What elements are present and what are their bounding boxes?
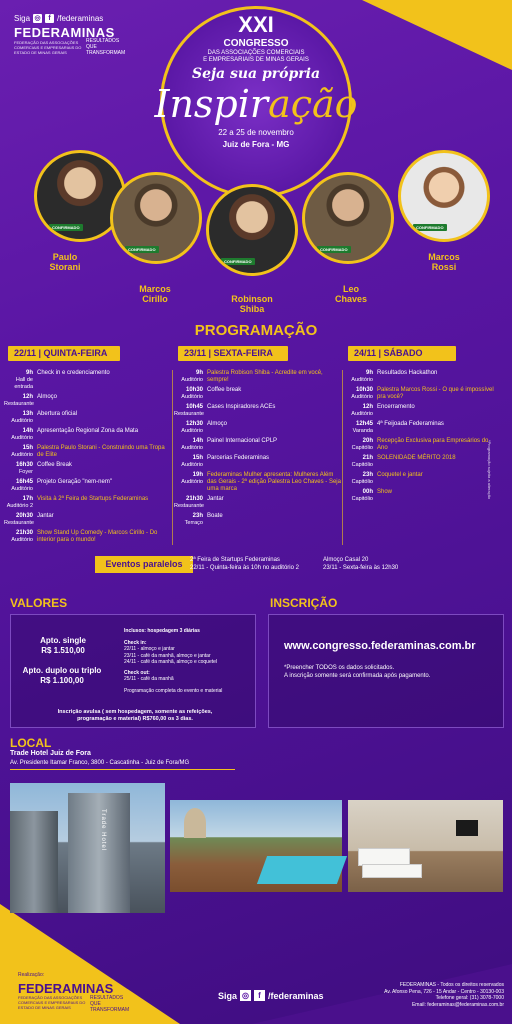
schedule-description: Coffee break [207, 387, 242, 393]
schedule-place: Restaurante [174, 411, 204, 417]
schedule-hour: 16h30 [15, 462, 33, 468]
facebook-icon[interactable]: f [254, 990, 265, 1001]
schedule-hour: 15h [22, 445, 33, 451]
schedule-description: Show Stand Up Comedy - Marcos Cirillo - Do interior para o mundo! [37, 530, 158, 543]
schedule-description: Palestra Paulo Storani - Construindo uma Tropa de Elite [37, 445, 165, 458]
schedule-description: SOLENIDADE MÉRITO 2018 [377, 455, 456, 461]
footer-social-handle: /federaminas [268, 990, 324, 1001]
schedule-time [4, 530, 37, 544]
schedule-place: Auditório [181, 394, 203, 400]
footer-brand-subtitle: FEDERAÇÃO DAS ASSOCIAÇÕES COMERCIAIS E EMPRESARIAIS DO ESTADO DE MINAS GERAIS [18, 995, 86, 1010]
parallel-events-label: Eventos paralelos [95, 556, 193, 573]
schedule-item [344, 387, 494, 401]
schedule-time [344, 489, 377, 503]
schedule-time [174, 472, 207, 493]
schedule-hour: 21h30 [15, 530, 33, 536]
schedule-hour: 12h [22, 394, 33, 400]
schedule-hour: 20h30 [15, 513, 33, 519]
schedule-hour: 14h [22, 428, 33, 434]
schedule-item [4, 411, 172, 425]
schedule-hour: 12h30 [185, 421, 203, 427]
footer-realization-label: Realização: [18, 972, 45, 978]
schedule-time [4, 496, 37, 510]
schedule-hour: 10h30 [355, 387, 373, 393]
schedule-description: Encerramento [377, 404, 415, 410]
divider [10, 769, 235, 770]
schedule-hour: 23h [192, 513, 203, 519]
schedule-place: Auditório [181, 428, 203, 434]
parallel-event-2-when: 23/11 - Sexta-feira às 12h30 [323, 565, 399, 571]
column-divider [342, 370, 343, 545]
double-room-price [16, 666, 108, 686]
checkout-details: 25/11 - café da manhã [124, 676, 174, 682]
single-room-value: R$ 1.510,00 [41, 646, 85, 655]
schedule-item [174, 438, 344, 452]
speaker-name: Leo Chaves [334, 284, 368, 304]
speaker-photo-marcos-cirillo [110, 172, 202, 264]
speaker-photo-marcos-rossi [398, 150, 490, 242]
associations-label: DAS ASSOCIAÇÕES COMERCIAIS E EMPRESARIAIS DE MINAS GERAIS [203, 50, 309, 63]
instagram-icon[interactable]: ◎ [34, 15, 41, 22]
schedule-time [4, 479, 37, 493]
footer-brand-tagline: RESULTADOS QUE TRANSFORMAM [90, 995, 130, 1013]
schedule-description: Recepção Exclusiva para Empresários do Ano [377, 438, 489, 451]
schedule-description: Show [377, 489, 393, 495]
facebook-icon[interactable]: f [45, 14, 54, 23]
program-note: *Programação sujeita a alteração [487, 440, 492, 500]
schedule-time [4, 462, 37, 476]
schedule-place: Hall de entrada [14, 377, 33, 390]
schedule-place: Auditório [11, 418, 33, 424]
schedule-item [4, 530, 172, 544]
column-divider [172, 370, 173, 545]
schedule-hour: 20h [362, 438, 373, 444]
confirmed-badge: CONFIRMADO [413, 224, 447, 231]
schedule-place: Auditório [181, 479, 203, 485]
schedule-time [174, 421, 207, 435]
schedule-hour: 12h45 [355, 421, 373, 427]
schedule-description: Resultados Hackathon [377, 370, 438, 376]
schedule-hour: 12h [362, 404, 373, 410]
schedule-time [174, 387, 207, 401]
schedule-hour: 14h [192, 438, 203, 444]
schedule-time [174, 455, 207, 469]
registration-title: INSCRIÇÃO [270, 596, 338, 610]
speaker-photo-leo-chaves [302, 172, 394, 264]
hotel-exterior-photo [10, 783, 165, 913]
schedule-description: Check in e credenciamento [37, 370, 110, 376]
schedule-description: Palestra Marcos Rossi - O que é impossível pra você? [377, 387, 494, 400]
hotel-terrace-photo [170, 800, 342, 892]
schedule-description: Almoço [207, 421, 228, 427]
schedule-item [174, 513, 344, 527]
schedule-description: Visita à 2ª Feira de Startups Federaminas [37, 496, 149, 502]
schedule-place: Auditório [11, 435, 33, 441]
schedule-time [344, 404, 377, 418]
brand-tagline: RESULTADOS QUE TRANSFORMAM [86, 38, 126, 56]
schedule-hour: 21h [362, 455, 373, 461]
schedule-time [4, 445, 37, 459]
schedule-time [174, 438, 207, 452]
double-room-label: Apto. duplo ou triplo [22, 666, 102, 675]
confirmed-badge: CONFIRMADO [221, 258, 255, 265]
social-prefix: Siga [14, 14, 31, 23]
schedule-hour: 9h [195, 370, 203, 376]
headline-part-1: Inspir [154, 82, 269, 126]
schedule-place: Capitólio [351, 445, 373, 451]
congress-label: CONGRESSO [223, 38, 289, 49]
schedule-time [174, 513, 207, 527]
schedule-friday [174, 370, 344, 530]
schedule-time [174, 496, 207, 510]
confirmed-badge: CONFIRMADO [125, 246, 159, 253]
schedule-time [344, 421, 377, 435]
day-header-friday: 23/11 | SEXTA-FEIRA [178, 346, 288, 361]
schedule-description: Jantar [207, 496, 224, 502]
included-info [124, 628, 252, 694]
schedule-place: Terraço [184, 520, 203, 526]
parallel-event-1 [190, 556, 299, 572]
headline [0, 82, 512, 126]
speaker-photo-robinson-shiba [206, 184, 298, 276]
speaker-name: Marcos Cirillo [139, 284, 171, 304]
schedule-hour: 9h [365, 370, 373, 376]
schedule-place: Restaurante [4, 520, 34, 526]
schedule-description: Parcerias Federaminas [207, 455, 270, 461]
schedule-item [174, 370, 344, 384]
schedule-item [344, 472, 494, 486]
double-room-value: R$ 1.100,00 [40, 676, 84, 685]
prices-title: VALORES [10, 596, 68, 610]
schedule-hour: 17h [22, 496, 33, 502]
schedule-item [4, 370, 172, 391]
footer-brand-logo: FEDERAMINAS [18, 981, 114, 996]
schedule-place: Auditório [181, 445, 203, 451]
day-header-thursday: 22/11 | QUINTA-FEIRA [8, 346, 120, 361]
schedule-hour: 10h45 [185, 404, 203, 410]
schedule-place: Auditório [181, 377, 203, 383]
schedule-place: Auditório [181, 462, 203, 468]
registration-url[interactable]: www.congresso.federaminas.com.br [284, 640, 476, 652]
single-registration-note: Inscrição avulsa ( sem hospedagem, somente as refeições, programação e material) R$760,00 os 3 dias. [57, 709, 213, 722]
venue-hotel: Trade Hotel Juiz de Fora [10, 750, 91, 757]
program-title: PROGRAMAÇÃO [194, 322, 318, 339]
headline-part-2: ação [268, 82, 358, 126]
single-room-label: Apto. single [40, 636, 86, 645]
full-program-note: Programação completa do evento e material [124, 687, 223, 694]
speaker-name: Robinson Shiba [231, 294, 273, 314]
schedule-item [344, 421, 494, 435]
schedule-time [344, 472, 377, 486]
venue-address: Av. Presidente Itamar Franco, 3800 - Cascatinha - Juiz de Fora/MG [10, 760, 190, 766]
schedule-place: Varanda [352, 428, 373, 434]
day-header-saturday: 24/11 | SÁBADO [348, 346, 456, 361]
schedule-place: Restaurante [4, 401, 34, 407]
schedule-place: Capitólio [351, 462, 373, 468]
schedule-item [4, 496, 172, 510]
schedule-item [344, 455, 494, 469]
schedule-time [344, 438, 377, 452]
schedule-time [344, 370, 377, 384]
schedule-item [174, 455, 344, 469]
schedule-place: Foyer [18, 469, 33, 475]
brand-logo: FEDERAMINAS [14, 25, 115, 40]
parallel-event-1-title: 2ª Feira de Startups Federaminas [190, 557, 280, 563]
schedule-hour: 15h [192, 455, 203, 461]
schedule-description: Boate [207, 513, 223, 519]
schedule-description: Federaminas Mulher apresenta: Mulheres Além das Gerais - 2ª edição Palestra Leo Chaves - Seja uma marca [207, 472, 341, 492]
schedule-time [344, 387, 377, 401]
tagline: Seja sua própria [191, 66, 321, 82]
schedule-time [4, 513, 37, 527]
schedule-place: Auditório [11, 486, 33, 492]
schedule-item [4, 462, 172, 476]
building-sign: Trade Hotel [100, 809, 106, 852]
checkout-title: Check out: [124, 669, 150, 676]
schedule-hour: 21h30 [185, 496, 203, 502]
schedule-place: Auditório [11, 537, 33, 543]
schedule-description: Coffee Break [37, 462, 72, 468]
schedule-time [4, 370, 37, 391]
schedule-time [174, 370, 207, 384]
registration-note: *Preencher TODOS os dados solicitados. A inscrição somente será confirmada após pagamento. [284, 665, 431, 679]
schedule-place: Auditório [11, 452, 33, 458]
schedule-description: Painel Internacional CPLP [207, 438, 278, 444]
schedule-place: Auditório [351, 411, 373, 417]
schedule-item [4, 513, 172, 527]
schedule-time [4, 428, 37, 442]
schedule-description: Abertura oficial [37, 411, 78, 417]
schedule-time [4, 411, 37, 425]
checkin-title: Check in: [124, 639, 147, 646]
schedule-description: Jantar [37, 513, 54, 519]
confirmed-badge: CONFIRMADO [317, 246, 351, 253]
schedule-time [344, 455, 377, 469]
schedule-description: Almoço [37, 394, 58, 400]
schedule-place: Capitólio [351, 496, 373, 502]
schedule-item [4, 479, 172, 493]
footer-social-follow[interactable] [218, 990, 324, 1001]
venue-title: LOCAL [10, 736, 52, 750]
schedule-place: Restaurante [174, 503, 204, 509]
speaker-name: Paulo Storani [49, 252, 81, 272]
schedule-item [4, 428, 172, 442]
schedule-place: Auditório 2 [6, 503, 33, 509]
parallel-event-1-when: 22/11 - Quinta-feira às 10h no auditório 2 [190, 565, 299, 571]
schedule-item [344, 370, 494, 384]
schedule-time [174, 404, 207, 418]
brand-subtitle: FEDERAÇÃO DAS ASSOCIAÇÕES COMERCIAIS E EMPRESARIAIS DO ESTADO DE MINAS GERAIS [14, 40, 82, 55]
schedule-hour: 10h30 [185, 387, 203, 393]
schedule-description: Coquetel e jantar [377, 472, 423, 478]
schedule-thursday [4, 370, 172, 547]
schedule-description: Cases Inspiradores ACEs [207, 404, 276, 410]
footer-social-prefix: Siga [218, 990, 238, 1001]
parallel-event-2 [323, 556, 398, 572]
schedule-time [4, 394, 37, 408]
event-city: Juiz de Fora - MG [222, 140, 290, 149]
schedule-item [174, 421, 344, 435]
checkin-details: 22/11 - almoço e jantar 23/11 - café da manhã, almoço e jantar 24/11 - café da manhã, almoço e coquetel [124, 646, 218, 665]
schedule-item [4, 445, 172, 459]
schedule-hour: 23h [362, 472, 373, 478]
schedule-item [344, 489, 494, 503]
schedule-hour: 9h [25, 370, 33, 376]
edition-number: XXI [238, 12, 274, 37]
schedule-hour: 19h [192, 472, 203, 478]
schedule-hour: 13h [22, 411, 33, 417]
schedule-place: Auditório [351, 394, 373, 400]
schedule-item [4, 394, 172, 408]
parallel-event-2-title: Almoço Casal 20 [323, 557, 369, 563]
schedule-item [174, 387, 344, 401]
schedule-item [174, 404, 344, 418]
schedule-description: Apresentação Regional Zona da Mata [37, 428, 139, 434]
schedule-item [174, 496, 344, 510]
instagram-icon[interactable]: ◎ [240, 990, 251, 1001]
confirmed-badge: CONFIRMADO [49, 224, 83, 231]
schedule-hour: 16h45 [15, 479, 33, 485]
speaker-name: Marcos Rossi [428, 252, 460, 272]
schedule-item [344, 404, 494, 418]
schedule-item [344, 438, 494, 452]
schedule-description: 4ª Feijoada Federaminas [377, 421, 444, 427]
schedule-place: Capitólio [351, 479, 373, 485]
schedule-hour: 00h [362, 489, 373, 495]
footer-contact-info: FEDERAMINAS - Todos os direitos reservados Av. Afonso Pena, 726 - 15 Andar - Centro - 30130-003 Telefone geral: (31) 3078-7000 Email: federaminas@federaminas.com.br [384, 982, 504, 1008]
schedule-item [174, 472, 344, 493]
schedule-place: Auditório [351, 377, 373, 383]
schedule-saturday [344, 370, 494, 506]
social-handle: /federaminas [57, 14, 104, 23]
included-title: Inclusos: hospedagem 3 diárias [124, 628, 200, 634]
hotel-room-photo [348, 800, 503, 892]
event-dates: 22 a 25 de novembro [218, 128, 294, 137]
single-room-price [20, 636, 106, 656]
schedule-description: Projeto Geração "nem-nem" [37, 479, 112, 485]
schedule-description: Palestra Robison Shiba - Acredite em você, sempre! [207, 370, 323, 383]
